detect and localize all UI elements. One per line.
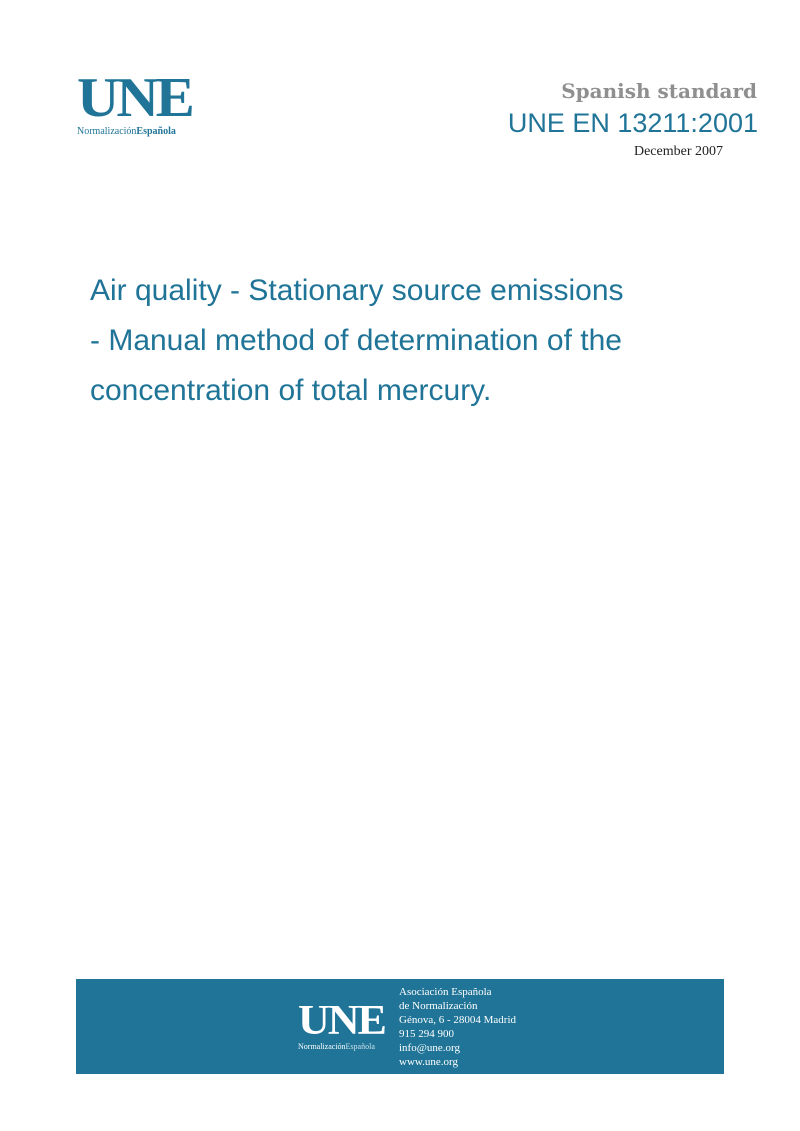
une-logo <box>77 67 197 137</box>
document-title <box>90 266 690 416</box>
address-line: de Normalización <box>399 1000 478 1012</box>
website-link[interactable]: www.une.org <box>399 1056 458 1068</box>
address-line: Asociación Española <box>399 986 492 998</box>
footer-logo-tagline-light: Española <box>345 1042 375 1051</box>
logo-tagline-regular: Normalización <box>77 126 137 137</box>
phone-number: 915 294 900 <box>399 1028 454 1040</box>
address-line: Génova, 6 - 28004 Madrid <box>399 1014 517 1026</box>
email-link[interactable]: info@une.org <box>399 1042 460 1054</box>
logo-mark: UNE <box>77 67 192 129</box>
footer-logo-mark: UNE <box>298 998 385 1044</box>
document-type: Spanish standard <box>561 79 757 103</box>
footer-address <box>399 985 516 1069</box>
footer-logo <box>298 998 385 1051</box>
publication-date: December 2007 <box>633 144 723 159</box>
footer-band <box>76 979 724 1074</box>
title-line: Air quality - Stationary source emissions <box>90 274 624 307</box>
title-line: concentration of total mercury. <box>90 374 492 407</box>
standard-code: UNE EN 13211:2001 <box>507 108 758 138</box>
title-line: - Manual method of determination of the <box>90 324 622 357</box>
logo-tagline-bold: Española <box>136 126 176 137</box>
footer-logo-tagline-regular: Normalización <box>298 1042 346 1051</box>
document-header <box>508 76 757 160</box>
